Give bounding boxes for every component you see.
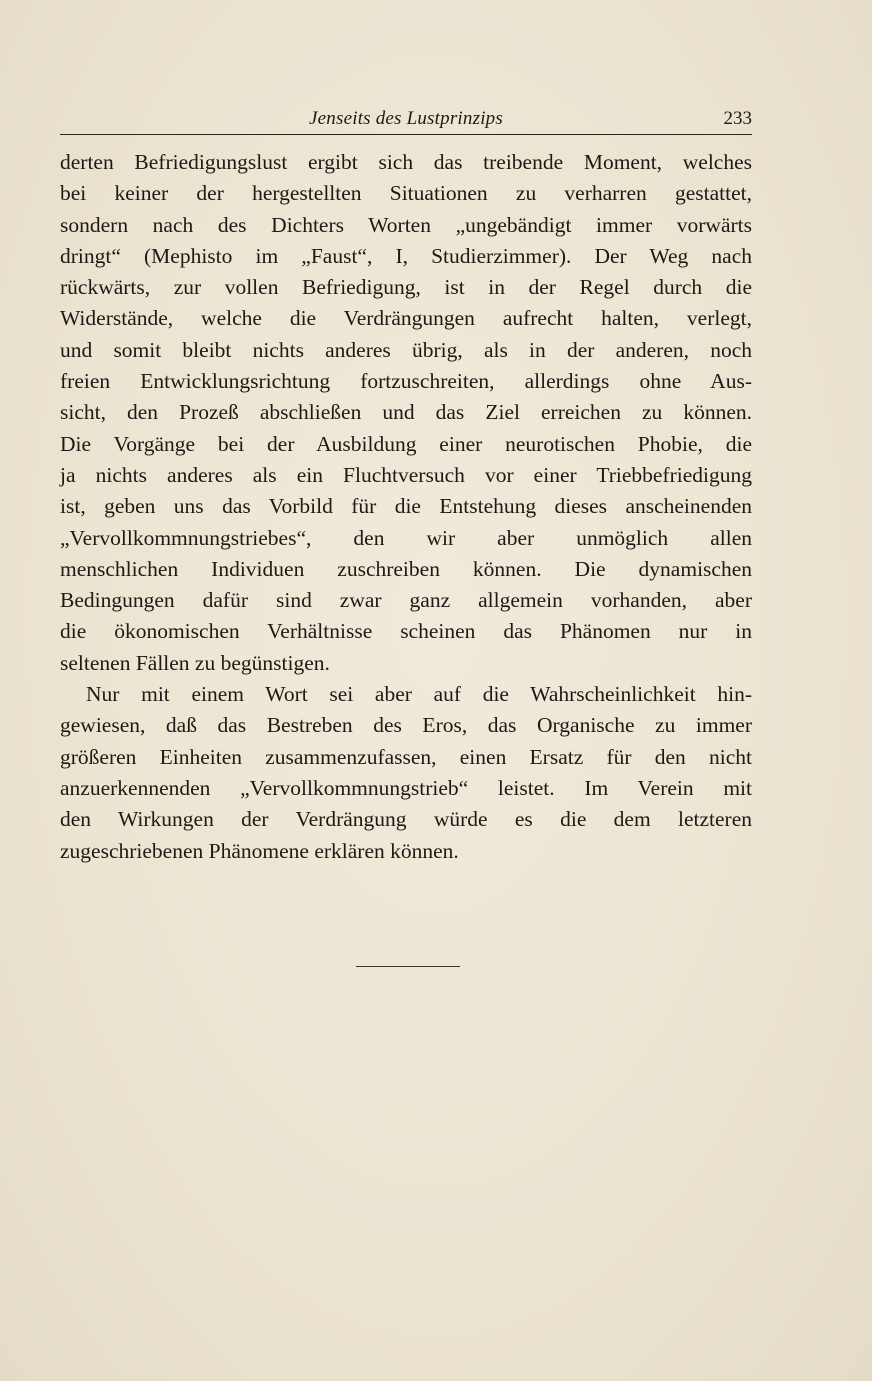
text-line: bei keiner der hergestellten Situationen zu verharren gestattet, <box>60 181 752 206</box>
text-line: derten Befriedigungslust ergibt sich das treibende Moment, welches <box>60 150 752 174</box>
text-line: sondern nach des Dichters Worten „ungebändigt immer vorwärts <box>60 212 752 237</box>
page-number: 233 <box>723 108 752 129</box>
text-line: den Wirkungen der Verdrängung würde es die dem letzteren <box>60 807 752 832</box>
text-line: menschlichen Individuen zuschreiben können. Die dynamischen <box>60 556 752 581</box>
header-rule <box>60 134 752 135</box>
text-line: gewiesen, daß das Bestreben des Eros, das Organische zu immer <box>60 713 752 738</box>
paragraph-1 <box>60 147 752 679</box>
section-end-rule <box>356 966 460 967</box>
text-line: und somit bleibt nichts anderes übrig, als in der anderen, noch <box>60 337 752 362</box>
running-title: Jenseits des Lustprinzips <box>309 108 503 129</box>
text-line: zugeschriebenen Phänomene erklären können. <box>60 838 459 863</box>
text-line: Die Vorgänge bei der Ausbildung einer neurotischen Phobie, die <box>60 431 752 456</box>
text-line: die ökonomischen Verhältnisse scheinen das Phänomen nur in <box>60 619 752 644</box>
text-line: sicht, den Prozeß abschließen und das Ziel erreichen zu können. <box>60 400 752 425</box>
text-line: Bedingungen dafür sind zwar ganz allgemein vorhanden, aber <box>60 588 752 613</box>
text-line: freien Entwicklungsrichtung fortzuschreiten, allerdings ohne Aus- <box>60 369 752 394</box>
text-line: dringt“ (Mephisto im „Faust“, I, Studierzimmer). Der Weg nach <box>60 243 752 268</box>
text-line: rückwärts, zur vollen Befriedigung, ist in der Regel durch die <box>60 275 752 300</box>
body-text <box>60 147 752 867</box>
text-line: größeren Einheiten zusammenzufassen, einen Ersatz für den nicht <box>60 744 752 769</box>
text-line: seltenen Fällen zu begünstigen. <box>60 650 330 675</box>
text-line: ist, geben uns das Vorbild für die Entstehung dieses anscheinenden <box>60 494 752 519</box>
running-header <box>60 104 752 132</box>
text-line: Widerstände, welche die Verdrängungen aufrecht halten, verlegt, <box>60 306 752 331</box>
paragraph-2 <box>60 679 752 867</box>
text-line: anzuerkennenden „Vervollkommnungstrieb“ leistet. Im Verein mit <box>60 775 752 800</box>
text-line: Nur mit einem Wort sei aber auf die Wahrscheinlichkeit hin- <box>86 682 752 707</box>
text-line: „Vervollkommnungstriebes“, den wir aber unmöglich allen <box>60 525 752 550</box>
text-line: ja nichts anderes als ein Fluchtversuch vor einer Triebbefriedigung <box>60 462 752 487</box>
